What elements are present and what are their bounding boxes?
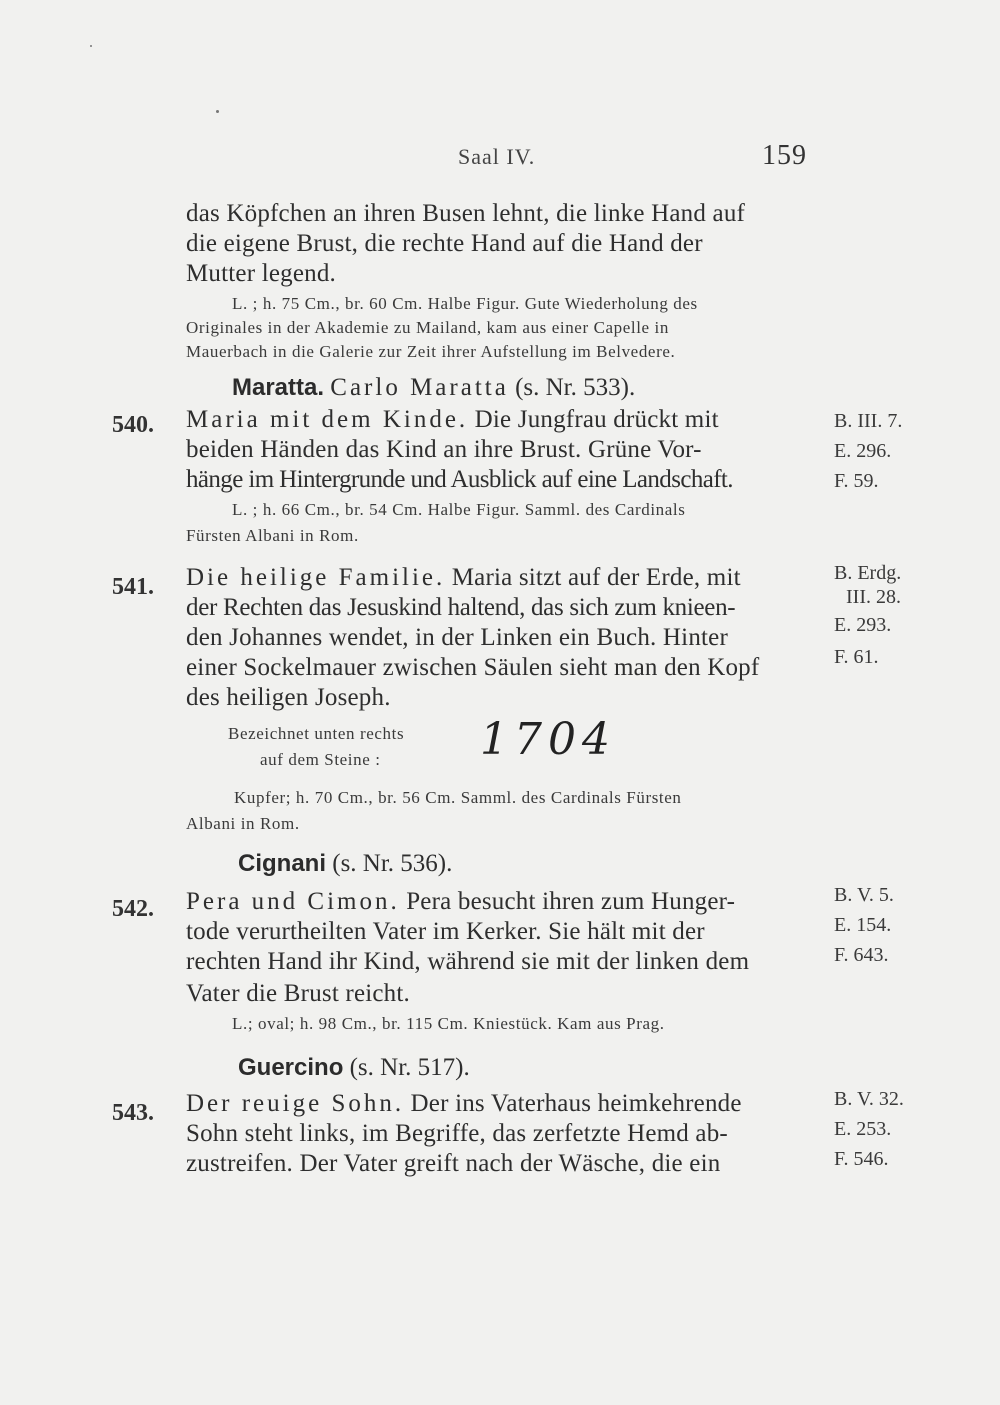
entry-number: 540. bbox=[112, 412, 154, 438]
entry-text: Maria sitzt auf der Erde, mit bbox=[445, 564, 741, 591]
text-line: das Köpfchen an ihren Busen lehnt, die linke Hand auf bbox=[186, 200, 746, 227]
painted-signature: 1704 bbox=[480, 714, 616, 765]
reference-line: F. 59. bbox=[834, 470, 879, 492]
reference-line: E. 154. bbox=[834, 914, 892, 936]
text-line: Sohn steht links, im Begriffe, das zerfetzte Hemd ab- bbox=[186, 1120, 728, 1147]
reference-line: III. 28. bbox=[846, 586, 901, 608]
reference-line: E. 253. bbox=[834, 1118, 892, 1140]
text-line: Vater die Brust reicht. bbox=[186, 980, 410, 1007]
entry-first-line bbox=[186, 564, 741, 592]
reference-line: E. 293. bbox=[834, 614, 892, 636]
text-line: rechten Hand ihr Kind, während sie mit der linken dem bbox=[186, 948, 750, 975]
artist-name: Guercino bbox=[238, 1054, 344, 1081]
reference-line: B. Erdg. bbox=[834, 562, 902, 584]
entry-number: 542. bbox=[112, 896, 154, 922]
artist-reference: (s. Nr. 533). bbox=[508, 374, 636, 401]
artist-heading-guercino bbox=[238, 1054, 470, 1082]
scan-speck bbox=[216, 110, 219, 113]
entry-first-line bbox=[186, 1090, 742, 1118]
scan-speck bbox=[90, 45, 92, 47]
artist-full-name: Carlo Maratta bbox=[330, 374, 509, 401]
entry-title: Der reuige Sohn. bbox=[186, 1090, 405, 1117]
signature-label: Bezeichnet unten rechts bbox=[228, 724, 405, 743]
entry-number: 543. bbox=[112, 1100, 154, 1126]
entry-first-line bbox=[186, 406, 719, 434]
artist-name: Maratta. bbox=[232, 374, 325, 401]
artist-heading-maratta bbox=[232, 374, 635, 402]
text-line: zustreifen. Der Vater greift nach der Wäsche, die ein bbox=[186, 1150, 721, 1177]
running-header-title: Saal IV. bbox=[458, 144, 536, 169]
reference-line: F. 643. bbox=[834, 944, 889, 966]
entry-number: 541. bbox=[112, 574, 154, 600]
reference-line: F. 546. bbox=[834, 1148, 889, 1170]
text-line: des heiligen Joseph. bbox=[186, 684, 391, 711]
artist-name: Cignani bbox=[238, 850, 326, 877]
note-line: L. ; h. 75 Cm., br. 60 Cm. Halbe Figur. Gute Wiederholung des bbox=[232, 294, 698, 313]
entry-title: Maria mit dem Kinde. bbox=[186, 406, 469, 433]
note-line: Albani in Rom. bbox=[186, 814, 300, 833]
note-line: Fürsten Albani in Rom. bbox=[186, 526, 359, 545]
entry-text: Pera besucht ihren zum Hunger- bbox=[399, 888, 736, 915]
artist-reference: (s. Nr. 517). bbox=[343, 1054, 470, 1081]
signature-label: auf dem Steine : bbox=[260, 750, 381, 769]
reference-line: B. V. 5. bbox=[834, 884, 894, 906]
text-line: die eigene Brust, die rechte Hand auf die Hand der bbox=[186, 230, 703, 257]
entry-text: Der ins Vaterhaus heimkehrende bbox=[404, 1090, 742, 1117]
text-line: Mutter legend. bbox=[186, 260, 336, 287]
reference-line: F. 61. bbox=[834, 646, 879, 668]
artist-reference: (s. Nr. 536). bbox=[326, 850, 453, 877]
reference-line: B. V. 32. bbox=[834, 1088, 904, 1110]
entry-text: Die Jungfrau drückt mit bbox=[468, 406, 719, 433]
text-line: beiden Händen das Kind an ihre Brust. Grüne Vor- bbox=[186, 436, 702, 463]
note-line: Kupfer; h. 70 Cm., br. 56 Cm. Samml. des Cardinals Fürsten bbox=[234, 788, 682, 807]
entry-title: Die heilige Familie. bbox=[186, 564, 446, 591]
artist-heading-cignani bbox=[238, 850, 452, 878]
note-line: L.; oval; h. 98 Cm., br. 115 Cm. Kniestück. Kam aus Prag. bbox=[232, 1014, 665, 1033]
entry-first-line bbox=[186, 888, 735, 916]
text-line: hänge im Hintergrunde und Ausblick auf eine Landschaft. bbox=[186, 466, 733, 493]
text-line: den Johannes wendet, in der Linken ein Buch. Hinter bbox=[186, 624, 728, 651]
note-line: L. ; h. 66 Cm., br. 54 Cm. Halbe Figur. Samml. des Cardinals bbox=[232, 500, 686, 519]
entry-title: Pera und Cimon. bbox=[186, 888, 400, 915]
reference-line: B. III. 7. bbox=[834, 410, 903, 432]
note-line: Mauerbach in die Galerie zur Zeit ihrer Aufstellung im Belvedere. bbox=[186, 342, 676, 361]
reference-line: E. 296. bbox=[834, 440, 892, 462]
text-line: tode verurtheilten Vater im Kerker. Sie hält mit der bbox=[186, 918, 705, 945]
page-number: 159 bbox=[762, 140, 807, 171]
note-line: Originales in der Akademie zu Mailand, kam aus einer Capelle in bbox=[186, 318, 669, 337]
text-line: der Rechten das Jesuskind haltend, das sich zum knieen- bbox=[186, 594, 736, 621]
text-line: einer Sockelmauer zwischen Säulen sieht man den Kopf bbox=[186, 654, 760, 681]
